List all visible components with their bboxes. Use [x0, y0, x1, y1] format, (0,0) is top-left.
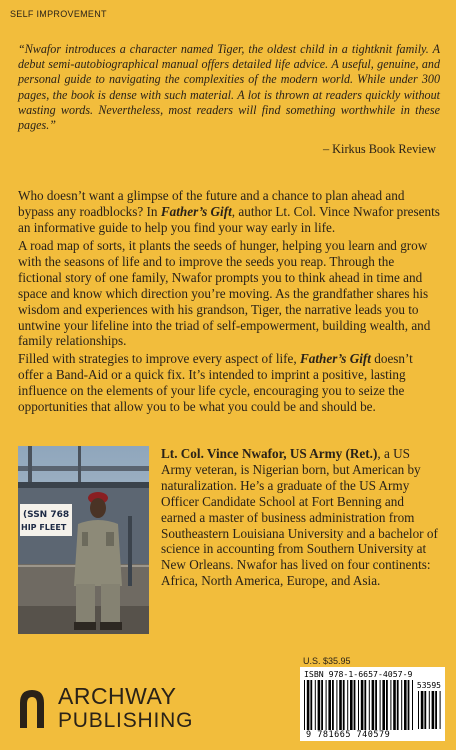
- barcode-addon-bars: [418, 691, 442, 729]
- review-attribution: – Kirkus Book Review: [322, 142, 436, 156]
- barcode-bars: [304, 680, 414, 730]
- price-label: U.S. $35.95: [303, 656, 351, 666]
- publisher-name-line-2: PUBLISHING: [58, 709, 194, 732]
- barcode-bar: [350, 680, 353, 730]
- barcode-bar: [369, 680, 370, 730]
- barcode-bar: [404, 680, 407, 730]
- archway-logo-icon: [18, 688, 46, 728]
- barcode-bar: [354, 680, 356, 730]
- barcode-bar: [361, 680, 364, 730]
- ship-sign-line-1: (SSN 768: [23, 510, 70, 520]
- barcode-bar: [358, 680, 359, 730]
- barcode-bar: [429, 691, 430, 729]
- author-name: Lt. Col. Vince Nwafor, US Army (Ret.): [161, 446, 378, 461]
- author-photo: [18, 446, 149, 634]
- barcode-bar: [440, 691, 441, 729]
- publisher-name-line-1: ARCHWAY: [58, 683, 177, 709]
- category-label: SELF IMPROVEMENT: [10, 9, 107, 19]
- barcode-addon-number: 53595: [416, 681, 441, 690]
- barcode-bar: [315, 680, 316, 730]
- isbn-number: ISBN 978-1-6657-4057-9: [304, 669, 413, 679]
- barcode-bar: [339, 680, 342, 730]
- book-title-2: Father’s Gift: [300, 351, 371, 366]
- barcode-bar: [310, 680, 312, 730]
- barcode-bar: [372, 680, 375, 730]
- barcode-bar: [382, 680, 385, 730]
- author-bio: [161, 446, 441, 589]
- author-bio-text: , a US Army veteran, is Nigerian born, but American by naturalization. He’s a graduate of the US Army Officer Candidate School at Fort Benning and earned a master of business administration from Southeastern Louisiana University and a bachelor of science in accounting from Southern University at New Orleans. Nwafor has lived on four continents: Africa, North America, Europe, and Asia.: [161, 446, 438, 589]
- barcode-bar: [343, 680, 345, 730]
- ean-number: 9 781665 740579: [306, 730, 391, 740]
- barcode-bar: [418, 691, 419, 729]
- barcode-bar: [408, 680, 410, 730]
- barcode-bar: [321, 680, 323, 730]
- p3-text-after: doesn’t offer a Band-Aid or a quick fix. It’s intended to imprint a positive, lasting influence on the elements of your life cycle, encouraging you to seize the opportunities that allow you to be what you could be and should be.: [18, 351, 413, 414]
- isbn-barcode: [300, 667, 445, 741]
- p3-text-before: Filled with strategies to improve every aspect of life,: [18, 351, 300, 366]
- barcode-bar: [424, 691, 426, 729]
- barcode-bar: [380, 680, 381, 730]
- ship-sign-line-2: HIP FLEET: [21, 523, 67, 532]
- author-photo-illustration: [18, 446, 149, 634]
- barcode-bar: [364, 680, 366, 730]
- barcode-bar: [421, 691, 424, 729]
- barcode-bar: [412, 680, 413, 730]
- barcode-bar: [401, 680, 402, 730]
- barcode-bar: [397, 680, 399, 730]
- barcode-bar: [435, 691, 437, 729]
- barcode-bar: [326, 680, 327, 730]
- barcode-bar: [318, 680, 321, 730]
- description-paragraph-2: A road map of sorts, it plants the seeds of hunger, helping you learn and grow with the seasons of life and to improve the seeds you reap. Through the fictional story of one family, Nwafor prompts you to think ahead in time and space and know which direction you’re moving. As the grandfather shares his wisdom and experiences with his grandson, Tiger, the narrative leads you to untwine your lifeline into the triad of self-empowerment, building wealth, and family relationships.: [18, 238, 431, 349]
- p1-text-before: Who doesn’t want a glimpse of the future and a chance to plan ahead and bypass any roadblocks? In: [18, 188, 405, 219]
- description-paragraph-3: [18, 351, 440, 415]
- book-title: Father’s Gift: [160, 203, 232, 219]
- barcode-bar: [432, 691, 435, 729]
- description-paragraph-1: [18, 188, 440, 236]
- barcode-bar: [386, 680, 388, 730]
- barcode-bar: [328, 680, 331, 730]
- barcode-bar: [390, 680, 391, 730]
- barcode-bar: [347, 680, 348, 730]
- barcode-bar: [336, 680, 337, 730]
- barcode-bar: [304, 680, 305, 730]
- barcode-bar: [393, 680, 396, 730]
- review-quote: “Nwafor introduces a character named Tiger, the oldest child in a tightknit family. A debut semi-autobiographical manual offers detailed life advice. A useful, genuine, and personal guide to navigating the complexities of the modern world. While under 300 pages, the book is dense with such material. A lot is thrown at readers quickly without wasting words. Nevertheless, most readers will find something worthwhile in these pages.”: [18, 42, 440, 133]
- barcode-bar: [375, 680, 377, 730]
- p1-text-after: , author Lt. Col. Vince Nwafor presents an informative guide to help you find your way early in life.: [18, 203, 440, 235]
- barcode-bar: [332, 680, 334, 730]
- barcode-bar: [307, 680, 310, 730]
